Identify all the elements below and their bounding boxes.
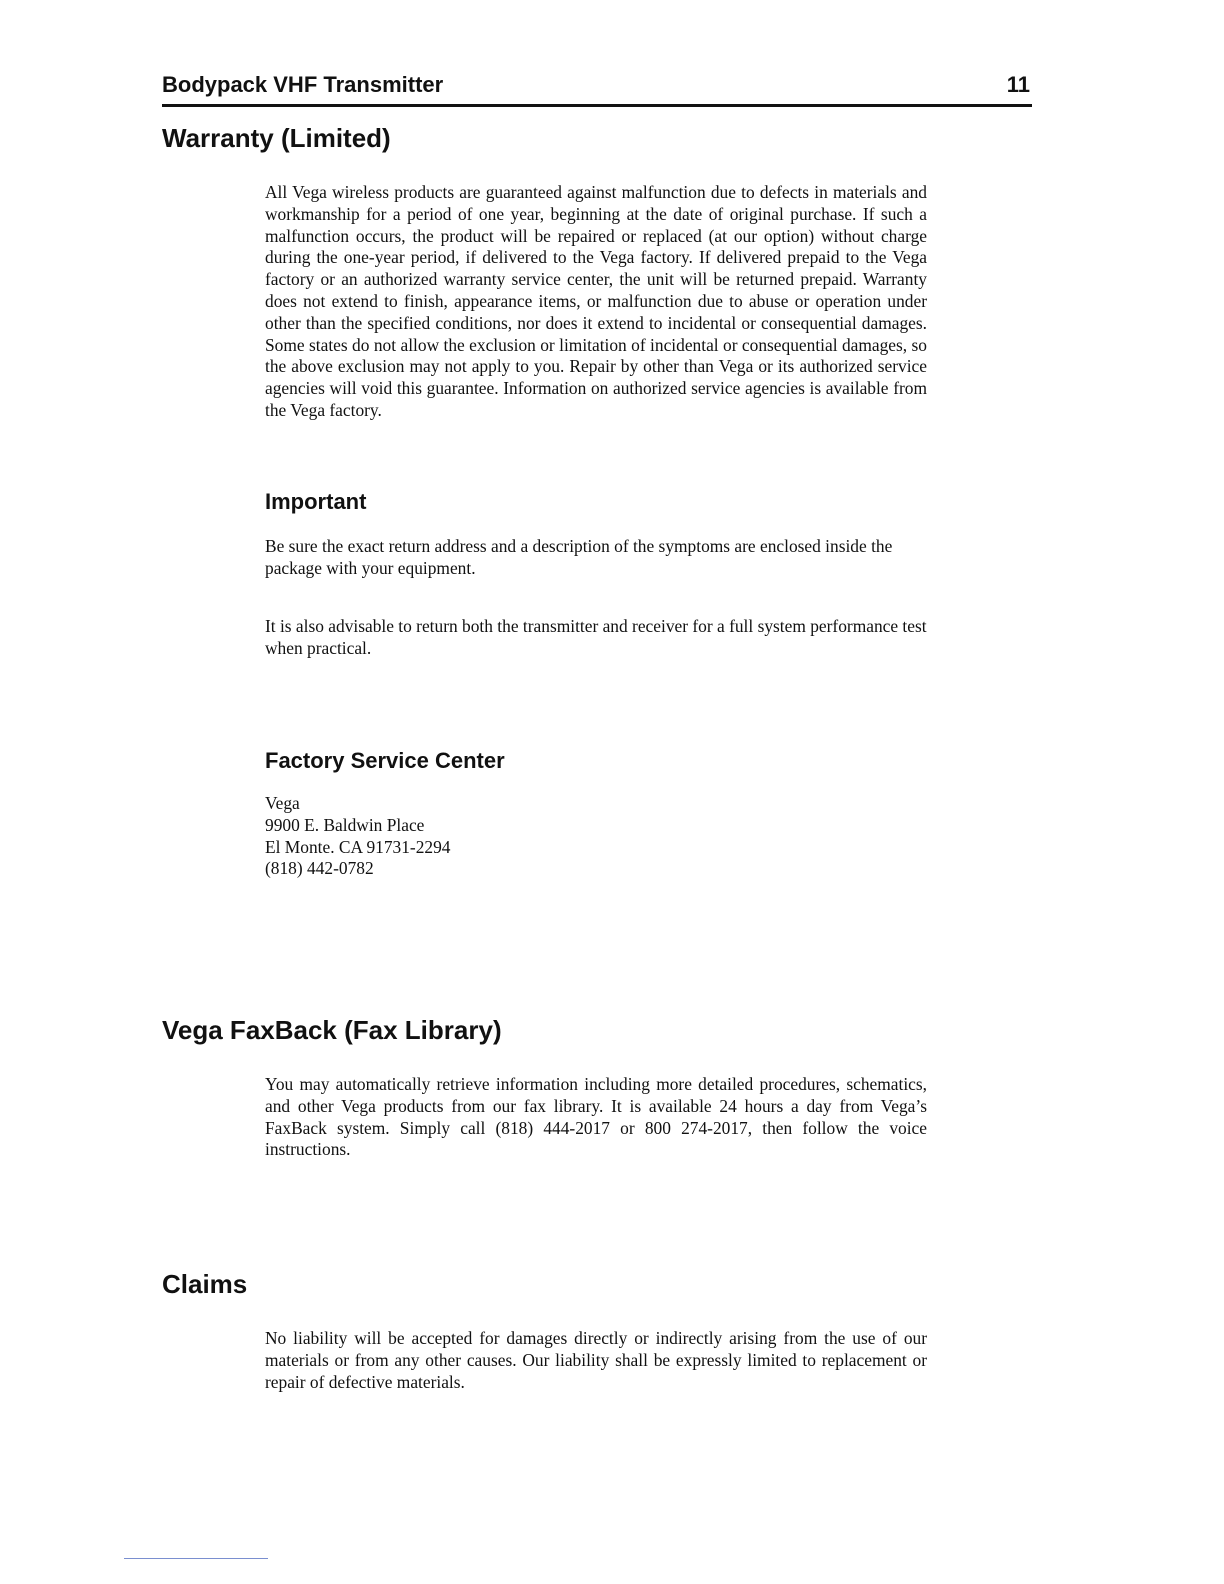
warranty-paragraph: All Vega wireless products are guaranteed against malfunction due to defects in materials and workmanship for a period of one year, beginning at the date of original purchase. If such a malfunction occurs, the product will be repaired or replaced (at our option) without charge during the one-year period, if delivered to the Vega factory. If delivered prepaid to the Vega factory or an authorized warranty service center, the unit will be returned prepaid. Warranty does not extend to finish, appearance items, or malfunction due to abuse or operation under other than the specified conditions, nor does it extend to incidental or consequential damages. Some states do not allow the exclusion or limitation of incidental or consequential damages, so the above exclusion may not apply to you. Repair by other than Vega or its authorized service agencies will void this guarantee. Information on authorized service agencies is available from the Vega factory. — [265, 182, 927, 420]
factory-city: El Monte. CA 91731-2294 — [265, 836, 451, 857]
factory-address — [265, 793, 451, 880]
important-paragraph-1: Be sure the exact return address and a description of the symptoms are enclosed inside the package with your equipment. — [265, 536, 893, 578]
important-heading: Important — [265, 489, 367, 514]
faxback-heading: Vega FaxBack (Fax Library) — [162, 1015, 502, 1045]
factory-street: 9900 E. Baldwin Place — [265, 814, 425, 835]
important-paragraph-2: It is also advisable to return both the transmitter and receiver for a full system performance test when practical. — [265, 616, 927, 658]
running-header — [162, 72, 1032, 107]
factory-service-heading: Factory Service Center — [265, 748, 505, 773]
factory-name: Vega — [265, 793, 300, 813]
header-title: Bodypack VHF Transmitter — [162, 72, 444, 97]
warranty-heading: Warranty (Limited) — [162, 123, 391, 153]
factory-phone: (818) 442-0782 — [265, 858, 374, 879]
claims-paragraph: No liability will be accepted for damages directly or indirectly arising from the use of our materials or from any other causes. Our liability shall be expressly limited to replacement or repair of defective materials. — [265, 1328, 927, 1392]
footer-rule — [124, 1558, 268, 1559]
page-number: 11 — [1006, 72, 1030, 97]
faxback-paragraph: You may automatically retrieve information including more detailed procedures, schematics, and other Vega products from our fax library. It is available 24 hours a day from Vega’s FaxBack system. Simply call (818) 444-2017 or 800 274-2017, then follow the voice instructions. — [265, 1074, 927, 1160]
claims-heading: Claims — [162, 1269, 248, 1299]
